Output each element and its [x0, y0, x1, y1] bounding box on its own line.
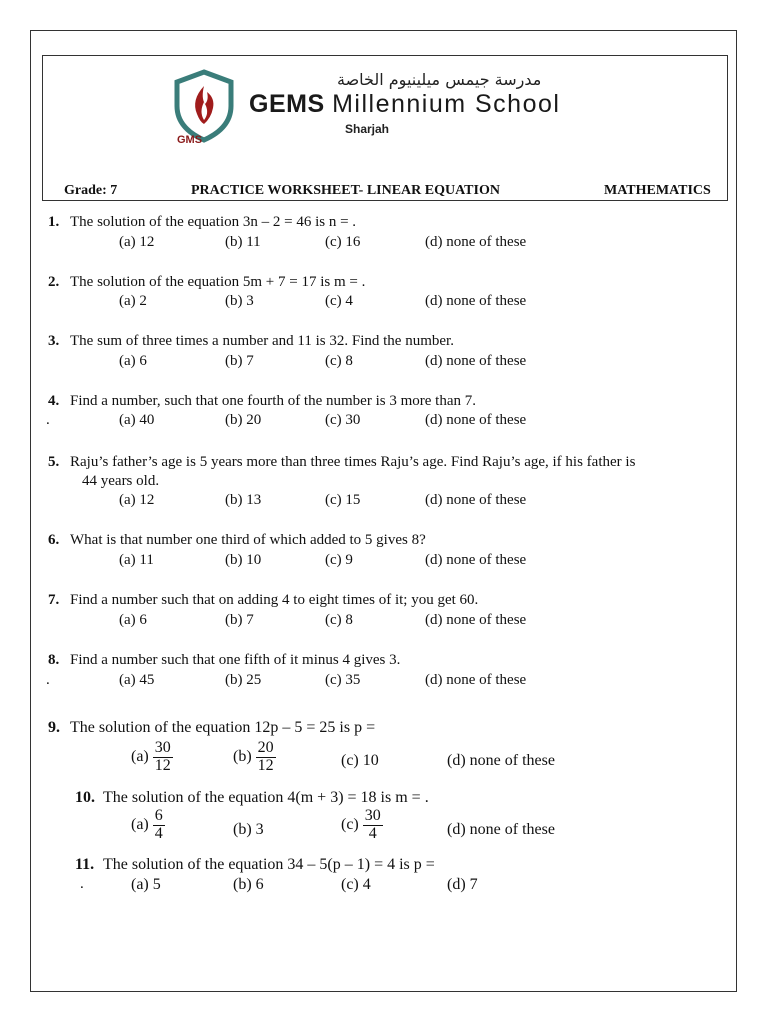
option-d: (d) none of these	[425, 353, 527, 369]
option-d: (d) none of these	[425, 492, 527, 508]
option-b: (b) 6	[233, 876, 264, 893]
question-7	[48, 592, 478, 609]
worksheet-title: PRACTICE WORKSHEET- LINEAR EQUATION	[191, 183, 500, 198]
question-text: What is that number one third of which added to 5 gives 8?	[70, 532, 426, 548]
option-a	[131, 740, 173, 775]
question-number: 6.	[48, 532, 60, 548]
option-c: (c) 4	[341, 876, 371, 893]
question-3	[48, 333, 454, 350]
option-b: (b) 7	[225, 353, 254, 369]
option-d: (d) 7	[447, 876, 478, 893]
margin-dot: .	[46, 412, 50, 428]
option-c: (c) 35	[325, 672, 361, 688]
option-a: (a) 45	[119, 672, 155, 688]
school-location: Sharjah	[345, 122, 390, 136]
option-d: (d) none of these	[425, 672, 527, 688]
fraction-denominator: 4	[154, 824, 163, 842]
question-number: 4.	[48, 393, 60, 409]
option-c: (c) 16	[325, 234, 361, 250]
option-c: (c) 4	[325, 293, 353, 309]
question-text: Find a number such that on adding 4 to eight times of it; you get 60.	[70, 592, 479, 608]
margin-dot: .	[80, 876, 84, 892]
option-a: (a) 2	[119, 293, 147, 309]
option-b: (b) 11	[225, 234, 261, 250]
option-d: (d) none of these	[447, 752, 555, 769]
fraction-denominator: 4	[368, 824, 377, 842]
margin-dot: .	[46, 672, 50, 688]
fraction-numerator: 6	[154, 807, 163, 824]
option-d: (d) none of these	[425, 612, 527, 628]
option-c: (c) 8	[325, 612, 353, 628]
option-a: (a) 12	[119, 492, 155, 508]
option-b	[233, 740, 276, 775]
question-text: Find a number, such that one fourth of the number is 3 more than 7.	[70, 393, 476, 409]
school-logo-block	[169, 68, 629, 148]
question-number: 3.	[48, 333, 60, 349]
option-a: (a) 12	[119, 234, 155, 250]
option-b: (b) 20	[225, 412, 262, 428]
option-b: (b) 13	[225, 492, 262, 508]
option-b: (b) 3	[233, 821, 264, 838]
option-label: (a)	[131, 747, 149, 765]
fraction-denominator: 12	[154, 756, 171, 774]
question-number: 1.	[48, 214, 60, 230]
question-number: 2.	[48, 274, 60, 290]
grade-label: Grade: 7	[64, 183, 118, 198]
question-5	[48, 454, 635, 471]
option-a: (a) 6	[119, 353, 147, 369]
option-d: (d) none of these	[447, 821, 555, 838]
option-label: (b)	[233, 747, 252, 765]
question-6	[48, 532, 426, 549]
question-text: The solution of the equation 4(m + 3) = 18 is m = .	[103, 789, 429, 806]
fraction-denominator: 12	[257, 756, 274, 774]
question-9	[48, 719, 375, 737]
subject-label: MATHEMATICS	[604, 183, 711, 198]
brand-millennium: Millennium School	[332, 90, 561, 118]
fraction-numerator: 30	[364, 807, 381, 824]
option-label: (c)	[341, 815, 359, 833]
option-a: (a) 11	[119, 552, 154, 568]
option-c: (c) 15	[325, 492, 361, 508]
worksheet-page	[30, 30, 737, 992]
question-text: The solution of the equation 3n – 2 = 46 is n = .	[70, 214, 357, 230]
option-b: (b) 25	[225, 672, 262, 688]
question-number: 8.	[48, 652, 60, 668]
fraction-numerator: 20	[257, 739, 274, 756]
question-8	[48, 652, 400, 669]
question-number: 11.	[75, 856, 95, 873]
question-number: 5.	[48, 454, 60, 470]
option-d: (d) none of these	[425, 293, 527, 309]
emblem-label: GMS	[177, 134, 203, 146]
question-5-text-continued: 44 years old.	[82, 473, 160, 489]
option-d: (d) none of these	[425, 552, 527, 568]
question-4	[48, 393, 476, 410]
option-label: (a)	[131, 815, 149, 833]
question-text: Raju’s father’s age is 5 years more than three times Raju’s age. Find Raju’s age, if his father is	[70, 454, 636, 470]
fraction	[363, 808, 383, 843]
option-b: (b) 10	[225, 552, 262, 568]
option-c: (c) 30	[325, 412, 361, 428]
worksheet-header	[42, 55, 728, 201]
fraction	[256, 740, 276, 775]
brand-gems: GEMS	[249, 90, 325, 118]
question-2	[48, 274, 365, 291]
option-c: (c) 8	[325, 353, 353, 369]
school-name	[249, 90, 560, 119]
question-number: 9.	[48, 719, 60, 736]
fraction	[153, 740, 173, 775]
option-c: (c) 9	[325, 552, 353, 568]
option-b: (b) 7	[225, 612, 254, 628]
option-a: (a) 6	[119, 612, 147, 628]
question-number: 7.	[48, 592, 60, 608]
option-a: (a) 40	[119, 412, 155, 428]
question-10	[75, 789, 429, 807]
question-text: The solution of the equation 5m + 7 = 17 is m = .	[70, 274, 366, 290]
school-name-arabic: مدرسة جيمس ميلينيوم الخاصة	[337, 70, 542, 89]
question-number: 10.	[75, 789, 95, 806]
option-d: (d) none of these	[425, 412, 527, 428]
option-a: (a) 5	[131, 876, 161, 893]
option-d: (d) none of these	[425, 234, 527, 250]
question-text: The sum of three times a number and 11 is 32. Find the number.	[70, 333, 454, 349]
question-text: The solution of the equation 34 – 5(p – 1) = 4 is p =	[103, 856, 435, 873]
fraction-numerator: 30	[154, 739, 171, 756]
question-11	[75, 856, 435, 874]
option-b: (b) 3	[225, 293, 254, 309]
question-text: The solution of the equation 12p – 5 = 25 is p =	[70, 719, 376, 736]
option-a	[131, 808, 165, 843]
fraction	[153, 808, 165, 843]
option-c	[341, 808, 383, 843]
option-c: (c) 10	[341, 752, 379, 769]
question-1	[48, 214, 356, 231]
question-text: Find a number such that one fifth of it minus 4 gives 3.	[70, 652, 401, 668]
